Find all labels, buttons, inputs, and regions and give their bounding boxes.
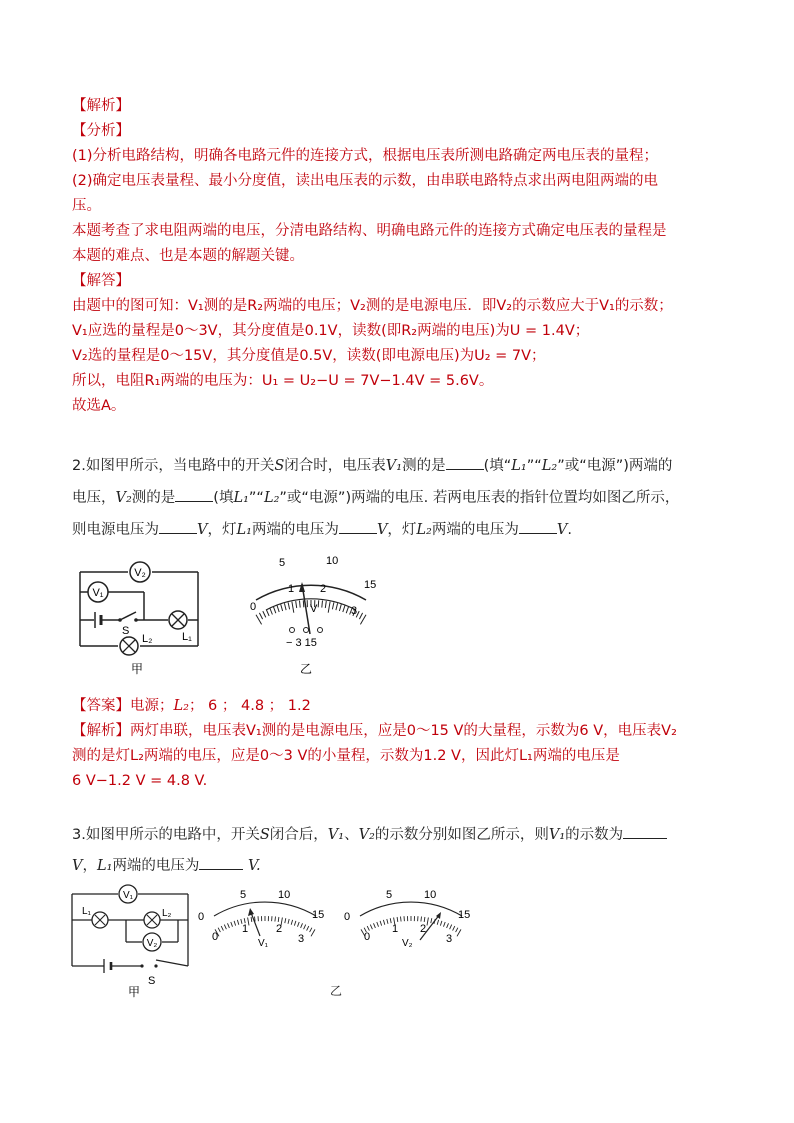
dial-tick xyxy=(277,605,279,612)
fenxi-line-1: (1)分析电路结构，明确各电路元件的连接方式，根据电压表所测电路确定两电压表的量程； xyxy=(72,148,659,164)
jieda-line-1: 由题中的图可知：V₁测的是R₂两端的电压；V₂测的是电源电压．即V₂的示数应大于V₁的示数； xyxy=(72,298,673,314)
dial-tick xyxy=(311,929,315,936)
dial-tick xyxy=(383,920,384,925)
dial-terminals: − 3 15 xyxy=(286,637,317,649)
q2-circuit-diagram xyxy=(70,558,210,680)
dial-label-15: 15 xyxy=(312,909,325,921)
jieda-line-2: V₁应选的量程是0～3V，其分度值是0.1V，读数(即R₂两端的电压)为U = 1.4V； xyxy=(72,323,590,339)
dial-tick xyxy=(292,602,294,613)
dial-tick xyxy=(431,918,432,923)
dial-tick xyxy=(424,917,425,922)
dial-tick xyxy=(296,601,297,608)
q3-pointer-v1: V₁ xyxy=(258,938,269,949)
dial-tick xyxy=(328,602,330,613)
dial-label-0: 0 xyxy=(344,911,351,923)
q3-voltmeter-dial-2 xyxy=(344,884,480,954)
dial-label-2: 2 xyxy=(276,923,283,935)
fenxi-line-3: 压。 xyxy=(72,198,101,214)
note-line-2: 本题的难点、也是本题的解题关键。 xyxy=(72,248,304,264)
dial-label-0: 0 xyxy=(198,911,205,923)
dial-label-10: 10 xyxy=(326,555,339,567)
q3-fig-jia: 甲 xyxy=(127,985,141,998)
q3-voltmeter-dial-1 xyxy=(198,884,334,954)
dial-tick xyxy=(332,602,334,609)
q3-fig-yi: 乙 xyxy=(330,984,343,998)
dial-tick xyxy=(228,923,230,928)
dial-label-3: 3 xyxy=(351,605,358,617)
dial-tick xyxy=(270,608,273,615)
q2-fig-jia: 甲 xyxy=(130,662,144,676)
dial-tick xyxy=(343,605,345,612)
dial-tick xyxy=(231,922,233,927)
dial-tick xyxy=(291,920,292,925)
q2-l1-label: L₁ xyxy=(182,631,192,643)
dial-tick xyxy=(380,921,382,926)
dial-tick xyxy=(359,613,362,619)
dial-tick xyxy=(456,928,458,932)
q2-line-3: 则电源电压为 V，灯L₁两端的电压为 V，灯L₂两端的电压为 V. xyxy=(72,519,572,540)
dial-label-1: 1 xyxy=(392,923,399,935)
dial-tick xyxy=(444,922,446,927)
q2-voltmeter-dial xyxy=(236,548,386,680)
dial-tick xyxy=(303,600,304,607)
q2-v2-label: V₂ xyxy=(134,567,146,579)
note-line-1: 本题考查了求电阻两端的电压，分清电路结构、明确电路元件的连接方式确定电压表的量程是 xyxy=(72,223,667,239)
dial-unit: V xyxy=(310,603,318,615)
dial-tick xyxy=(397,917,398,922)
dial-tick xyxy=(325,601,326,608)
q3-switch-label: S xyxy=(148,975,156,987)
dial-label-10: 10 xyxy=(278,889,291,901)
q3-pointer-v2: V₂ xyxy=(402,938,413,949)
dial-tick xyxy=(251,917,252,922)
dial-tick xyxy=(421,917,422,922)
dial-tick xyxy=(427,918,428,926)
dial-tick xyxy=(300,601,301,608)
dial-tick xyxy=(234,921,236,926)
q2-answer: 【答案】电源；L₂； 6 ； 4.8 ； 1.2 xyxy=(72,698,311,714)
dial-tick xyxy=(367,926,369,931)
dial-tick xyxy=(318,600,319,607)
q2-analysis-line-2: 测的是灯L₂两端的电压，应是0～3 V的小量程，示数为1.2 V，因此灯L₁两端的电压是 xyxy=(72,748,620,764)
dial-tick xyxy=(304,925,306,930)
dial-tick xyxy=(450,925,452,930)
dial-tick xyxy=(447,923,449,928)
dial-label-2: 2 xyxy=(420,923,427,935)
dial-tick xyxy=(370,925,372,930)
dial-label-3: 3 xyxy=(298,933,305,945)
dial-tick xyxy=(322,601,323,608)
dial-label-5: 5 xyxy=(386,889,393,901)
answer-blank[interactable] xyxy=(623,824,667,839)
dial-label-15: 15 xyxy=(458,909,471,921)
dial-tick xyxy=(377,922,379,927)
dial-tick xyxy=(221,926,223,931)
dial-tick xyxy=(237,920,238,925)
q3-line-1: 3.如图甲所示的电路中，开关S闭合后，V₁、V₂的示数分别如图乙所示，则V₁的示数为 xyxy=(72,824,667,845)
dial-tick xyxy=(284,603,286,610)
dial-tick xyxy=(281,604,283,611)
dial-label-0b: 0 xyxy=(364,931,371,943)
dial-tick xyxy=(387,919,388,924)
dial-tick xyxy=(278,917,279,922)
dial-label-5: 5 xyxy=(240,889,247,901)
q3-l1-label: L₁ xyxy=(82,906,91,917)
dial-tick xyxy=(437,920,438,925)
dial-tick xyxy=(307,926,309,931)
answer-blank[interactable] xyxy=(519,519,557,534)
dial-tick xyxy=(457,929,461,936)
dial-label-1: 1 xyxy=(242,923,249,935)
dial-tick xyxy=(288,602,290,609)
fenxi-header: 【分析】 xyxy=(72,123,130,139)
dial-tick xyxy=(374,923,376,928)
dial-tick xyxy=(218,928,220,932)
dial-label-5: 5 xyxy=(279,557,286,569)
dial-tick xyxy=(259,613,262,619)
dial-tick xyxy=(288,919,289,924)
q2-switch-label: S xyxy=(122,625,130,637)
q3-circuit-diagram xyxy=(66,880,205,998)
q2-fig-yi: 乙 xyxy=(299,662,313,676)
dial-tick xyxy=(346,607,348,614)
q3-v1-label: V₁ xyxy=(122,890,134,901)
q2-line-2: 电压，V₂测的是 (填L₁”“L₂”或“电源”)两端的电压. 若两电压表的指针位置均如图乙所示， xyxy=(72,487,679,508)
dial-label-10: 10 xyxy=(424,889,437,901)
dial-tick xyxy=(453,926,455,931)
dial-tick xyxy=(224,925,226,930)
jiexi-header: 【解析】 xyxy=(72,98,130,114)
q2-analysis-line-1: 【解析】两灯串联，电压表V₁测的是电源电压，应是0～15 V的大量程，示数为6 V，电压表V₂ xyxy=(72,723,677,739)
dial-tick xyxy=(266,610,269,616)
dial-tick xyxy=(263,611,266,617)
answer-blank[interactable] xyxy=(175,487,213,502)
answer-blank[interactable] xyxy=(339,519,377,534)
q2-v1-label: V₁ xyxy=(92,587,104,599)
dial-tick xyxy=(285,918,286,923)
fenxi-line-2: (2)确定电压表量程、最小分度值，读出电压表的示数，由串联电路特点求出两电阻两端的电 xyxy=(72,173,659,189)
answer-blank[interactable] xyxy=(159,519,197,534)
q2-analysis-line-3: 6 V−1.2 V = 4.8 V. xyxy=(72,773,208,789)
q2-l2-label: L₂ xyxy=(142,633,153,645)
answer-blank[interactable] xyxy=(446,455,484,470)
jieda-line-4: 所以，电阻R₁两端的电压为：U₁ = U₂−U = 7V−1.4V = 5.6V。 xyxy=(72,373,494,389)
dial-tick xyxy=(301,923,303,928)
dial-tick xyxy=(401,917,402,922)
dial-label-3: 3 xyxy=(446,933,453,945)
q2-line-1: 2.如图甲所示，当电路中的开关S闭合时，电压表V₁测的是 (填“L₁”“L₂”或“电源”)两端的 xyxy=(72,455,672,476)
dial-tick xyxy=(339,604,341,611)
dial-tick xyxy=(275,917,276,922)
dial-tick xyxy=(310,928,312,932)
dial-label-2: 2 xyxy=(320,583,327,595)
dial-label-1: 1 xyxy=(288,583,295,595)
dial-label-0: 0 xyxy=(250,601,257,613)
dial-label-15: 15 xyxy=(364,579,377,591)
dial-tick xyxy=(273,607,275,614)
dial-tick xyxy=(294,921,296,926)
q3-l2-label: L₂ xyxy=(162,908,172,919)
dial-tick xyxy=(298,922,300,927)
dial-label-0b: 0 xyxy=(212,931,219,943)
q3-line-2: V，L₁两端的电压为 V. xyxy=(72,855,261,876)
answer-blank[interactable] xyxy=(199,855,243,870)
jieda-line-5: 故选A。 xyxy=(72,398,126,414)
jieda-header: 【解答】 xyxy=(72,273,130,289)
jieda-line-3: V₂选的量程是0～15V，其分度值是0.5V，读数(即电源电压)为U₂ = 7V； xyxy=(72,348,546,364)
dial-tick xyxy=(440,921,442,926)
dial-tick xyxy=(336,603,338,610)
q3-v2-label: V₂ xyxy=(146,938,158,949)
